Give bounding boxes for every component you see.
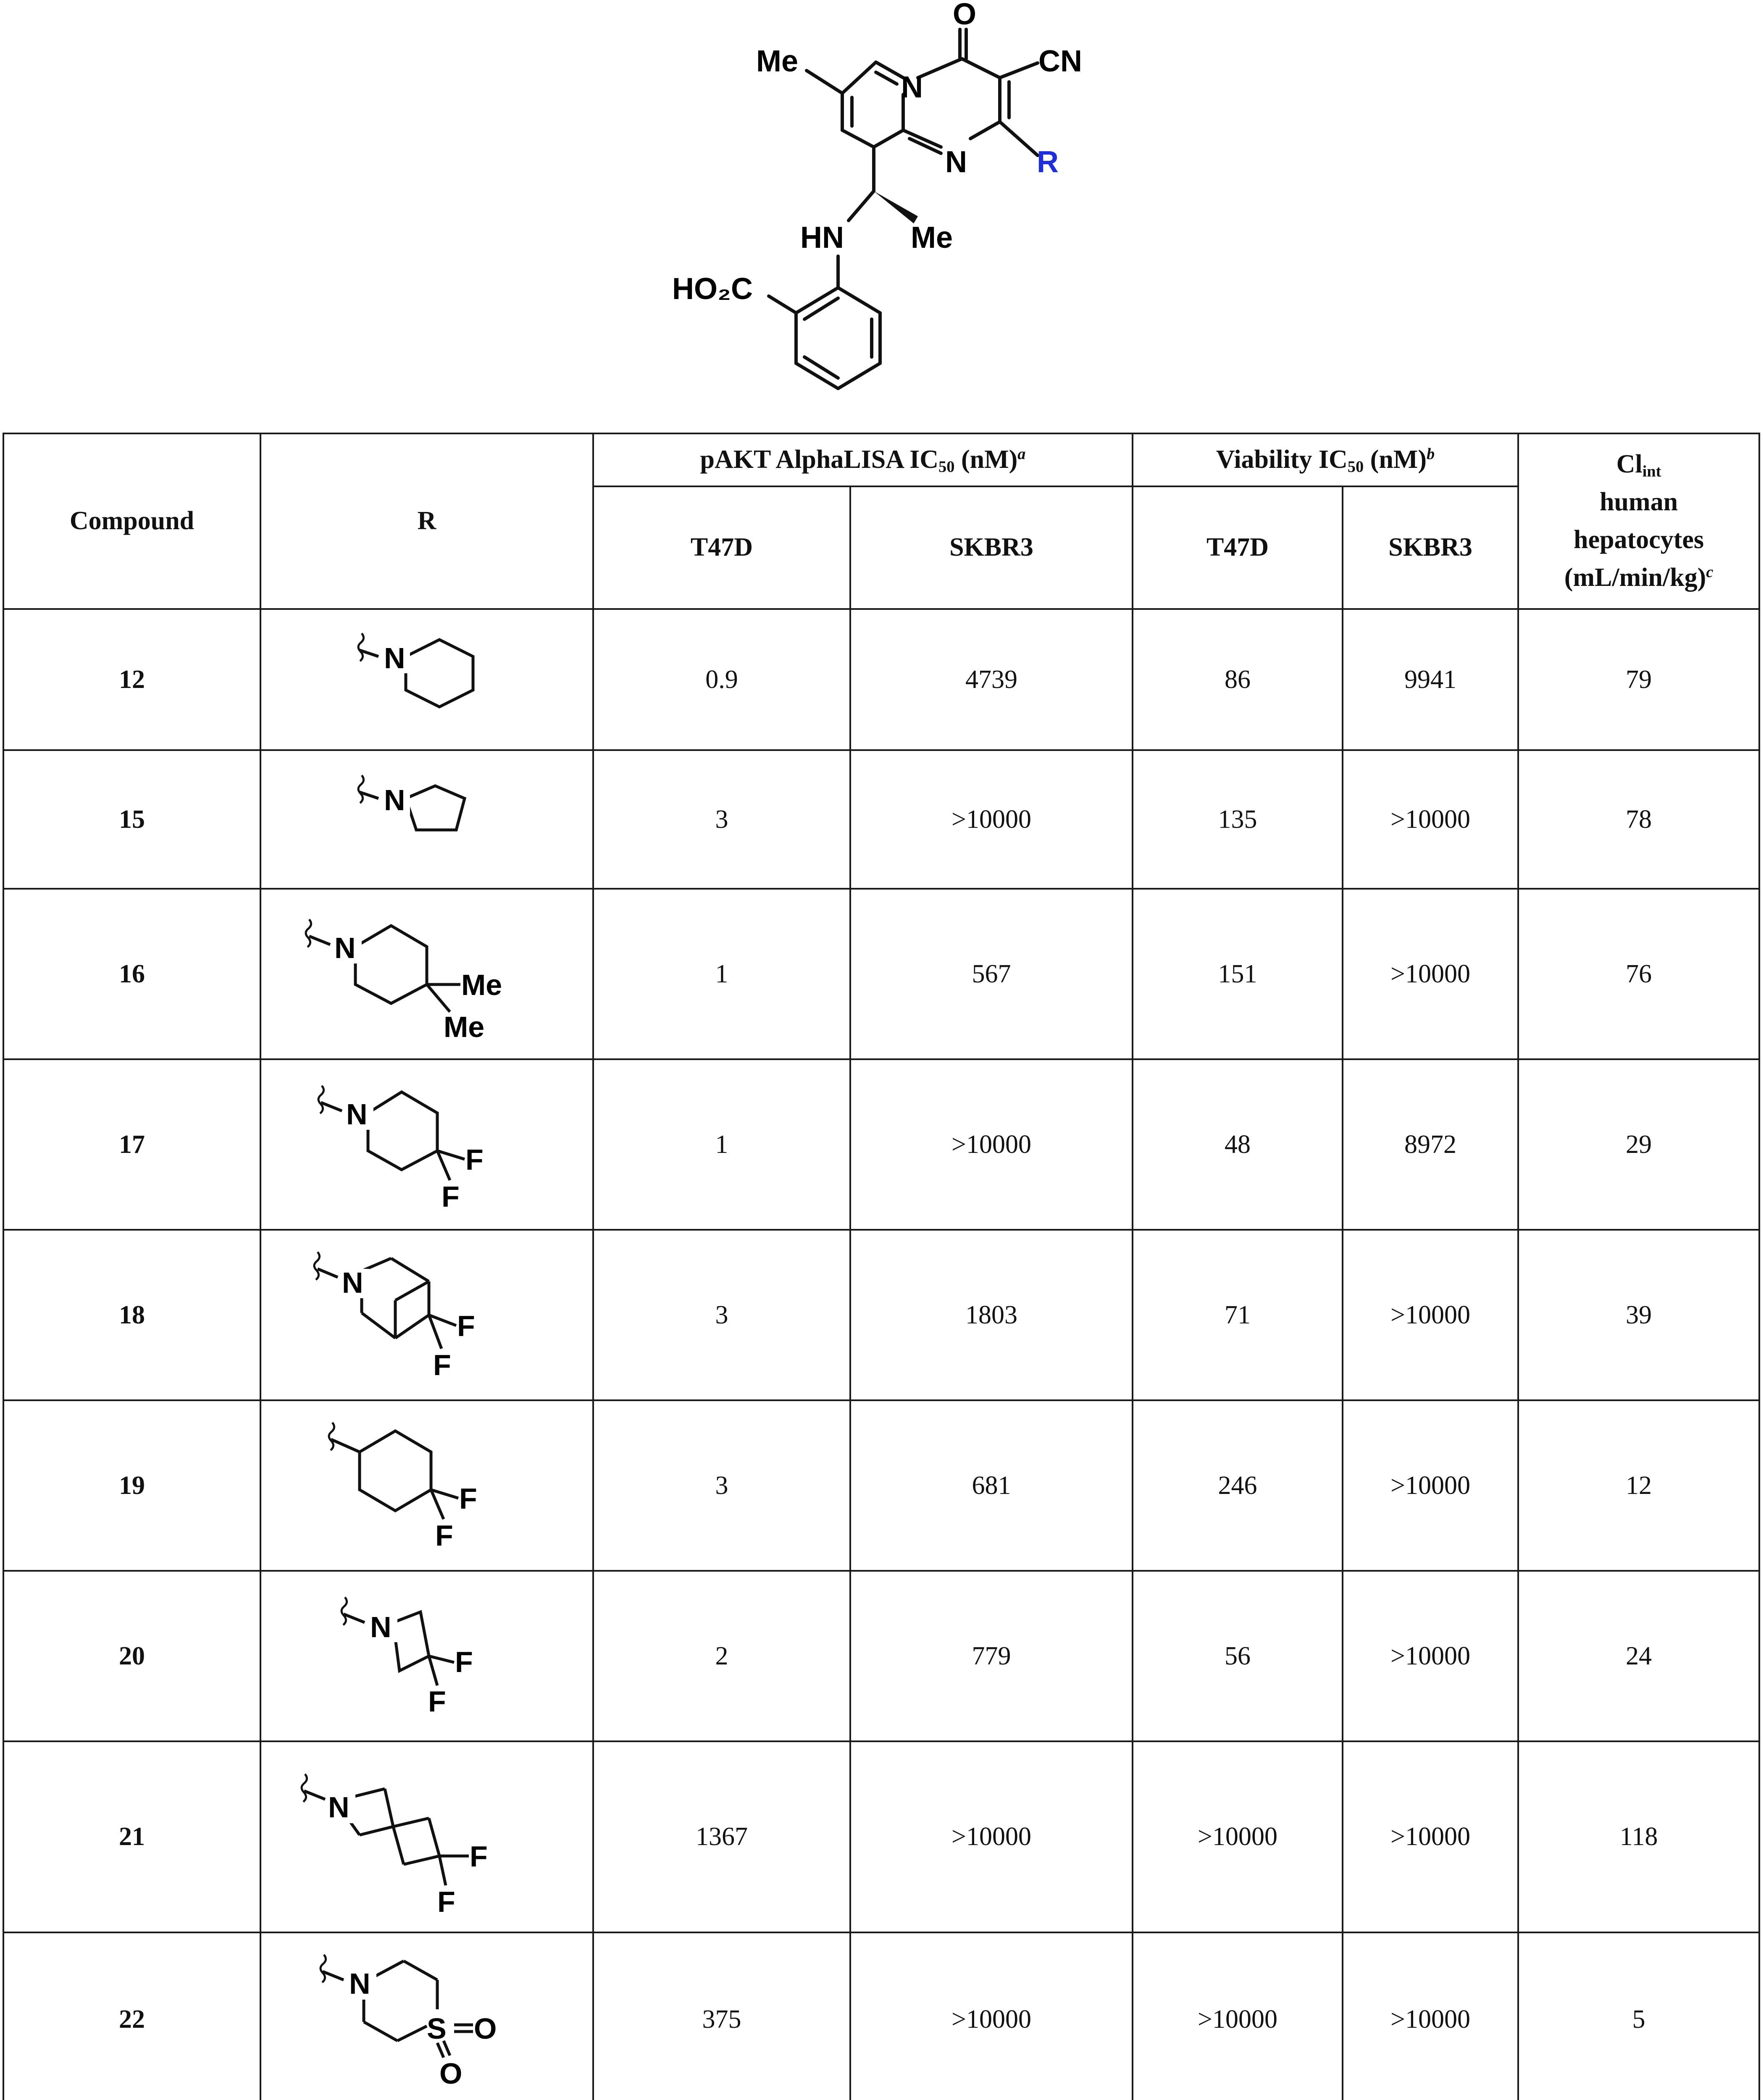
pakt-t47d-value: 0.9 xyxy=(593,609,850,750)
table-row xyxy=(3,609,1759,750)
header-clint: $Cl_{int}$ human hepatocytes $(mL/\min/kg)^c$ xyxy=(1518,433,1759,609)
pakt-t47d-value: 1 xyxy=(593,889,850,1059)
r-atom: Me xyxy=(444,1011,485,1043)
table-row xyxy=(3,750,1759,889)
scaffold-label-me: Me xyxy=(756,45,799,78)
compound-id: 12 xyxy=(3,609,260,750)
difluoropiperidine-structure xyxy=(292,1065,561,1224)
clint-value: 79 xyxy=(1518,609,1759,750)
pakt-skbr3-value: >10000 xyxy=(850,1059,1133,1230)
viab-skbr3-value: >10000 xyxy=(1343,889,1518,1059)
header-pakt-t47d: T47D xyxy=(593,486,850,609)
viab-skbr3-value: 8972 xyxy=(1343,1059,1518,1230)
viab-t47d-value: 151 xyxy=(1133,889,1343,1059)
r-atom: N xyxy=(384,642,405,675)
pyrrolidine-structure xyxy=(309,756,544,882)
compound-id: 18 xyxy=(3,1230,260,1400)
viab-skbr3-value: >10000 xyxy=(1343,750,1518,889)
viab-t47d-value: 135 xyxy=(1133,750,1343,889)
clint-value: 76 xyxy=(1518,889,1759,1059)
compound-id: 17 xyxy=(3,1059,260,1230)
pakt-t47d-value: 2 xyxy=(593,1571,850,1741)
table-row xyxy=(3,1230,1759,1400)
r-atom: F xyxy=(455,1646,473,1678)
viab-t47d-value: 56 xyxy=(1133,1571,1343,1741)
pakt-t47d-value: 1367 xyxy=(593,1741,850,1932)
viab-skbr3-value: >10000 xyxy=(1343,1230,1518,1400)
scaffold-label-o: O xyxy=(953,0,977,31)
difluorocyclohexyl-structure xyxy=(292,1406,561,1565)
pakt-t47d-value: 1 xyxy=(593,1059,850,1230)
compound-id: 15 xyxy=(3,750,260,889)
r-atom: O xyxy=(474,2012,497,2045)
r-atom: N xyxy=(349,1967,371,2000)
scaffold-label-ho2c: HO₂C xyxy=(672,272,753,306)
header-viab-t47d: T47D xyxy=(1133,486,1343,609)
table-row xyxy=(3,1932,1759,2100)
r-atom: N xyxy=(328,1790,350,1824)
clint-value: 29 xyxy=(1518,1059,1759,1230)
table-row xyxy=(3,1059,1759,1230)
table-row xyxy=(3,1741,1759,1932)
r-atom: F xyxy=(442,1180,460,1213)
r-atom: F xyxy=(437,1885,455,1918)
r-atom: F xyxy=(465,1143,484,1176)
pakt-skbr3-value: >10000 xyxy=(850,1932,1133,2100)
azabicycloheptane-structure xyxy=(292,1235,561,1395)
viab-t47d-value: >10000 xyxy=(1133,1932,1343,2100)
table-row xyxy=(3,1571,1759,1741)
viab-skbr3-value: 9941 xyxy=(1343,609,1518,750)
scaffold-label-n2: N xyxy=(945,145,967,179)
r-group-structure xyxy=(260,1230,593,1400)
viab-skbr3-value: >10000 xyxy=(1343,1932,1518,2100)
compound-id: 16 xyxy=(3,889,260,1059)
piperidine-structure xyxy=(309,617,544,743)
r-atom: N xyxy=(384,784,405,816)
viab-t47d-value: >10000 xyxy=(1133,1741,1343,1932)
table-row xyxy=(3,1400,1759,1571)
r-atom: N xyxy=(346,1098,368,1131)
r-atom: F xyxy=(428,1685,446,1718)
pakt-t47d-value: 3 xyxy=(593,750,850,889)
r-atom: S xyxy=(427,2012,447,2045)
pakt-skbr3-value: >10000 xyxy=(850,1741,1133,1932)
r-atom: N xyxy=(334,932,356,964)
r-group-structure xyxy=(260,750,593,889)
header-compound: Compound xyxy=(3,433,260,609)
viab-t47d-value: 86 xyxy=(1133,609,1343,750)
header-viab-skbr3: SKBR3 xyxy=(1343,486,1518,609)
compound-id: 21 xyxy=(3,1741,260,1932)
viab-t47d-value: 48 xyxy=(1133,1059,1343,1230)
table-row xyxy=(3,889,1759,1059)
compound-id: 19 xyxy=(3,1400,260,1571)
viab-t47d-value: 246 xyxy=(1133,1400,1343,1571)
pakt-skbr3-value: 1803 xyxy=(850,1230,1133,1400)
thiomorpholine-dioxide-structure xyxy=(292,1936,561,2100)
r-atom: N xyxy=(342,1266,363,1299)
scaffold-label-me2: Me xyxy=(911,221,953,255)
pakt-skbr3-value: 681 xyxy=(850,1400,1133,1571)
pakt-t47d-value: 3 xyxy=(593,1230,850,1400)
pakt-skbr3-value: 779 xyxy=(850,1571,1133,1741)
r-group-structure xyxy=(260,1932,593,2100)
r-atom: Me xyxy=(461,969,502,1001)
r-atom: O xyxy=(439,2057,463,2090)
difluoroazetidine-structure xyxy=(292,1576,561,1736)
r-atom: F xyxy=(433,1349,451,1381)
r-group-structure xyxy=(260,1059,593,1230)
clint-value: 24 xyxy=(1518,1571,1759,1741)
header-pakt-group: pAKT AlphaLISA $IC_{50}$ (nM)$^a$ xyxy=(593,433,1133,486)
scaffold-label-cn: CN xyxy=(1038,45,1082,78)
sar-table xyxy=(3,433,1760,2100)
r-atom: F xyxy=(457,1310,475,1342)
scaffold-label-r: R xyxy=(1037,145,1059,179)
pakt-t47d-value: 375 xyxy=(593,1932,850,2100)
dimethylpiperidine-structure xyxy=(292,894,561,1054)
viab-skbr3-value: >10000 xyxy=(1343,1571,1518,1741)
pakt-t47d-value: 3 xyxy=(593,1400,850,1571)
r-group-structure xyxy=(260,1571,593,1741)
r-group-structure xyxy=(260,609,593,750)
pakt-skbr3-value: 4739 xyxy=(850,609,1133,750)
r-atom: F xyxy=(470,1840,488,1873)
viab-t47d-value: 71 xyxy=(1133,1230,1343,1400)
header-r: R xyxy=(260,433,593,609)
header-viability-group: Viability $IC_{50}$ (nM)$^b$ xyxy=(1133,433,1518,486)
compound-id: 20 xyxy=(3,1571,260,1741)
r-group-structure xyxy=(260,1400,593,1571)
r-group-structure xyxy=(260,1741,593,1932)
r-atom: F xyxy=(435,1519,453,1552)
r-group-structure xyxy=(260,889,593,1059)
header-pakt-skbr3: SKBR3 xyxy=(850,486,1133,609)
azaspiroheptane-structure xyxy=(284,1749,570,1925)
scaffold-structure xyxy=(630,0,1176,403)
viab-skbr3-value: >10000 xyxy=(1343,1741,1518,1932)
pakt-skbr3-value: >10000 xyxy=(850,750,1133,889)
clint-value: 5 xyxy=(1518,1932,1759,2100)
pakt-skbr3-value: 567 xyxy=(850,889,1133,1059)
scaffold-label-hn: HN xyxy=(800,221,844,255)
r-atom: N xyxy=(370,1611,392,1643)
clint-value: 118 xyxy=(1518,1741,1759,1932)
compound-id: 22 xyxy=(3,1932,260,2100)
clint-value: 39 xyxy=(1518,1230,1759,1400)
clint-value: 78 xyxy=(1518,750,1759,889)
scaffold-label-n1: N xyxy=(901,71,923,104)
clint-value: 12 xyxy=(1518,1400,1759,1571)
viab-skbr3-value: >10000 xyxy=(1343,1400,1518,1571)
r-atom: F xyxy=(459,1482,477,1515)
